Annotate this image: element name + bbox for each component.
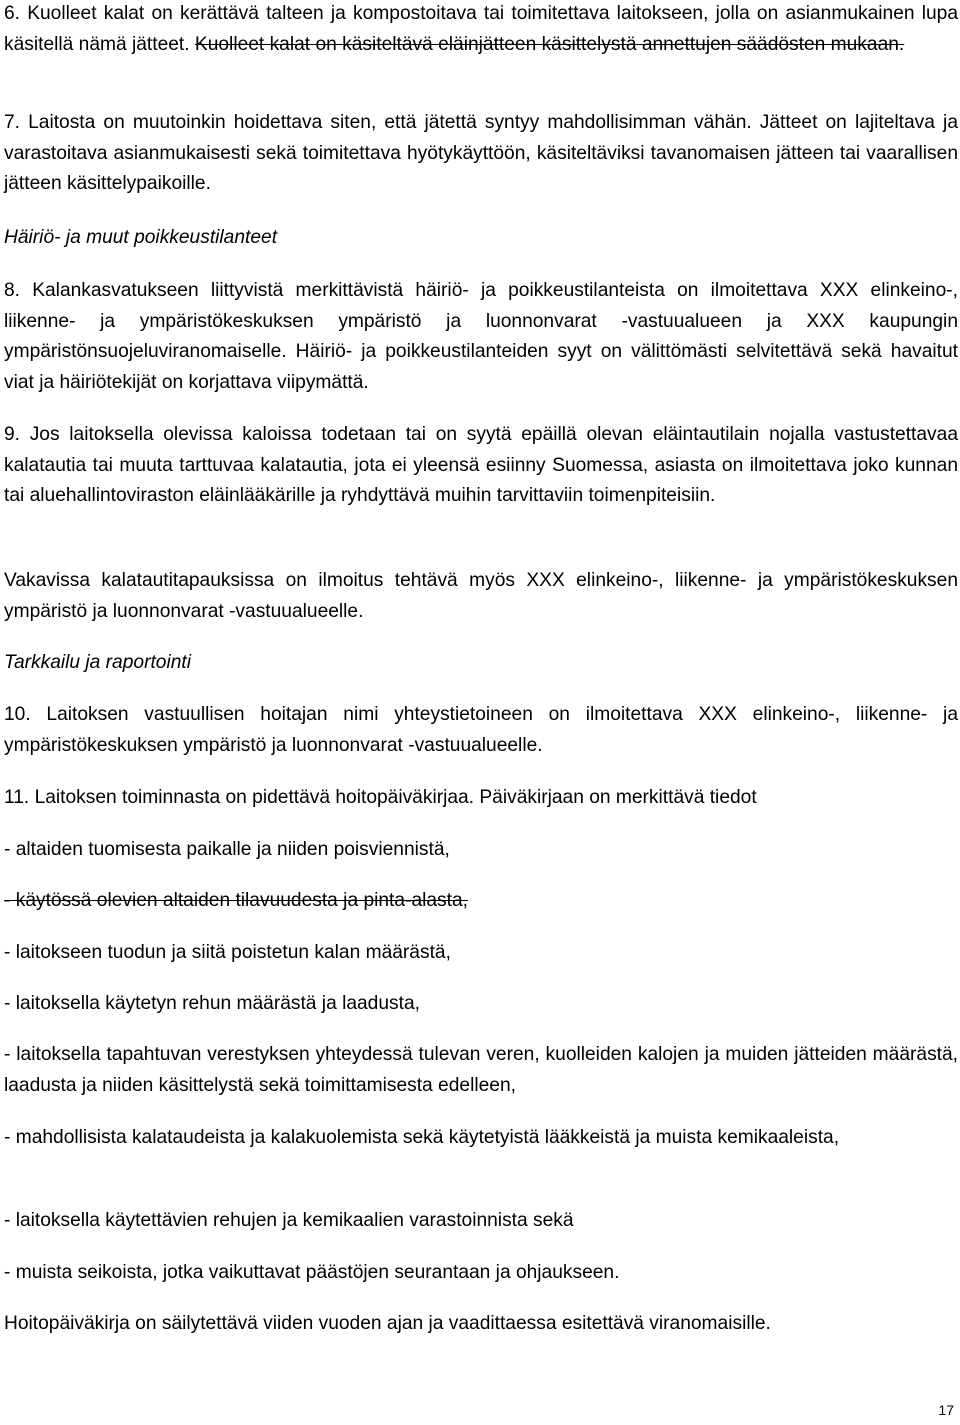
- list-item: - käytössä olevien altaiden tilavuudesta ja pinta-alasta,: [4, 890, 468, 911]
- list-item: - laitoksella käytetyn rehun määrästä ja laadusta,: [4, 993, 420, 1014]
- list-item: - altaiden tuomisesta paikalle ja niiden poisviennistä,: [4, 839, 450, 860]
- closing-paragraph: Hoitopäiväkirja on säilytettävä viiden vuoden ajan ja vaadittaessa esitettävä viranomaisille.: [4, 1313, 771, 1334]
- paragraph-7: 7. Laitosta on muutoinkin hoidettava siten, että jätettä syntyy mahdollisimman vähän. Jätteet on lajiteltava ja varastoitava asianmukaisesti sekä toimitettava hyötykäyttöön, käsiteltäviksi tavanomaisen jätteen tai vaarallisen jätteen käsittelypaikoille.: [4, 112, 958, 194]
- list-item: - mahdollisista kalataudeista ja kalakuolemista sekä käytetyistä lääkkeistä ja muista kemikaaleista,: [4, 1127, 840, 1148]
- paragraph-9: 9. Jos laitoksella olevissa kaloissa todetaan tai on syytä epäillä olevan eläintautilain nojalla vastustettavaa kalatautia tai muuta tarttuvaa kalatautia, jota ei yleensä esiinny Suomessa, asiasta on ilmoitettava joko kunnan tai aluehallintoviraston eläinlääkärille ja ryhdyttävä muihin tarvittaviin toimenpiteisiin.: [4, 424, 958, 506]
- paragraph-10: 10. Laitoksen vastuullisen hoitajan nimi yhteystietoineen on ilmoitettava XXX elinkeino-, liikenne- ja ympäristökeskuksen ympäristö ja luonnonvarat -vastuualueelle.: [4, 704, 958, 756]
- paragraph-8: 8. Kalankasvatukseen liittyvistä merkittävistä häiriö- ja poikkeustilanteista on ilmoitettava XXX elinkeino-, liikenne- ja ympäristökeskuksen ympäristö ja luonnonvarat -vastuualueen ja XXX kaupungin ympäristönsuojeluviranomaiselle. Häiriö- ja poikkeustilanteiden syyt on välittömästi selvitettävä sekä havaitut viat ja häiriötekijät on korjattava viipymättä.: [4, 280, 958, 393]
- paragraph-6-struck-text: Kuolleet kalat on käsiteltävä eläinjätteen käsittelystä annettujen säädösten mukaan.: [194, 33, 905, 55]
- paragraph-9b: Vakavissa kalatautitapauksissa on ilmoitus tehtävä myös XXX elinkeino-, liikenne- ja ympäristökeskuksen ympäristö ja luonnonvarat -vastuualueelle.: [4, 570, 958, 622]
- paragraph-6: [4, 0, 958, 60]
- paragraph-6-text: 6. Kuolleet kalat on kerättävä talteen ja kompostoitava tai toimitettava laitokseen, jolla on asianmukainen lupa käsitellä nämä jätteet.: [4, 3, 958, 55]
- list-item: - muista seikoista, jotka vaikuttavat päästöjen seurantaan ja ohjaukseen.: [4, 1262, 620, 1283]
- list-item: - laitoksella tapahtuvan verestyksen yhteydessä tulevan veren, kuolleiden kalojen ja muiden jätteiden määrästä, laadusta ja niiden käsittelystä sekä toimittamisesta edelleen,: [4, 1044, 958, 1096]
- paragraph-11: 11. Laitoksen toiminnasta on pidettävä hoitopäiväkirjaa. Päiväkirjaan on merkittävä tiedot: [4, 787, 757, 808]
- section-heading-hairio: Häiriö- ja muut poikkeustilanteet: [4, 227, 278, 248]
- list-item: - laitoksella käytettävien rehujen ja kemikaalien varastoinnista sekä: [4, 1210, 574, 1231]
- section-heading-tarkkailu: Tarkkailu ja raportointi: [4, 652, 191, 673]
- page-number: 17: [938, 1402, 954, 1418]
- list-item: - laitokseen tuodun ja siitä poistetun kalan määrästä,: [4, 942, 451, 963]
